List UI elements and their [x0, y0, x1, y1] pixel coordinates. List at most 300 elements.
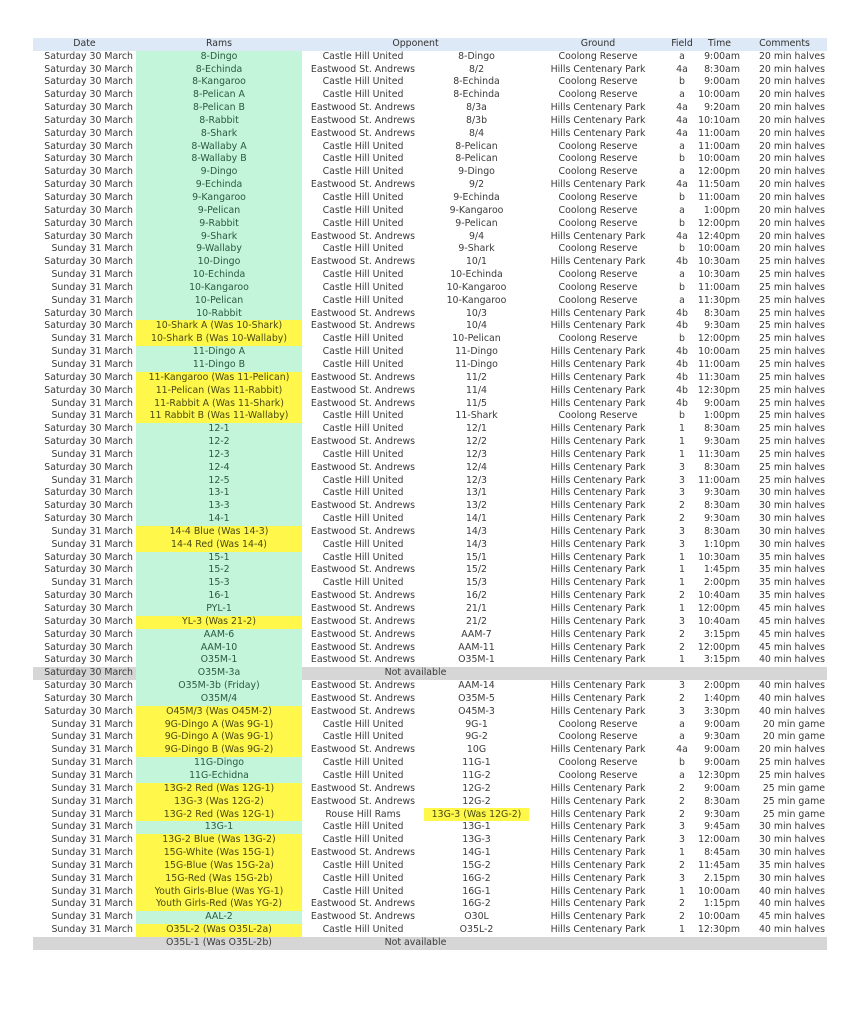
row-opponent-team: 9-Pelican	[455, 217, 498, 229]
table-row	[33, 102, 827, 115]
row-rams-team: 11-Dingo A	[136, 346, 302, 359]
header-field: Field	[667, 38, 697, 51]
table-row	[33, 847, 827, 860]
row-comments: 30 min halves	[758, 821, 826, 833]
row-ground: Hills Centenary Park	[550, 692, 646, 704]
row-field: 4a	[676, 102, 688, 114]
row-comments: 20 min halves	[758, 192, 826, 203]
row-date: Saturday 30 March	[44, 628, 133, 640]
row-opponent-team: 15/1	[465, 551, 488, 563]
row-comments: 40 min halves	[758, 705, 826, 717]
row-field: a	[679, 140, 685, 152]
row-comments: 40 min halves	[758, 924, 826, 936]
row-opponent-club: Eastwood St. Andrews	[310, 114, 416, 126]
row-field: 3	[679, 615, 685, 627]
row-rams-team: 13G-2 Blue (Was 13G-2)	[136, 834, 302, 847]
row-opponent-team: 12/1	[465, 423, 488, 435]
row-date: Saturday 30 March	[44, 641, 133, 653]
row-field: 2	[679, 641, 685, 653]
row-time: 9:30am	[704, 513, 741, 525]
row-rams-team: 9-Echinda	[136, 179, 302, 192]
row-ground: Hills Centenary Park	[550, 102, 646, 114]
row-opponent-club: Eastwood St. Andrews	[310, 680, 416, 692]
row-comments: 25 min halves	[758, 269, 826, 281]
row-field: b	[679, 217, 685, 229]
row-ground: Hills Centenary Park	[550, 179, 646, 191]
row-ground: Coolong Reserve	[558, 281, 638, 293]
row-field: 1	[679, 551, 685, 563]
row-ground: Hills Centenary Park	[550, 590, 646, 602]
row-rams-team: 11 Rabbit B (Was 11-Wallaby)	[136, 410, 302, 423]
row-field: 3	[679, 705, 685, 717]
row-field: 1	[679, 448, 685, 460]
row-rams-team: 13G-3 (Was 12G-2)	[136, 796, 302, 809]
row-date: Saturday 30 March	[33, 667, 136, 680]
row-opponent-club: Castle Hill United	[322, 89, 404, 101]
row-field: 1	[679, 577, 685, 589]
row-opponent-club: Castle Hill United	[322, 217, 404, 229]
row-time: 8:30am	[704, 307, 741, 319]
row-rams-team: 10-Echinda	[136, 269, 302, 282]
table-row	[33, 346, 827, 359]
row-rams-team: Youth Girls-Red (Was YG-2)	[136, 898, 302, 911]
row-opponent-team: 9G-1	[465, 718, 488, 730]
row-time: 9:30am	[704, 320, 741, 332]
row-time: 11:45am	[698, 859, 741, 871]
row-time: 12:00pm	[697, 333, 741, 345]
row-date: Sunday 31 March	[51, 346, 133, 358]
row-opponent-team: 8/2	[468, 63, 485, 75]
row-field: b	[679, 153, 685, 165]
row-ground: Coolong Reserve	[558, 166, 638, 178]
row-time: 12:40pm	[697, 230, 741, 242]
table-row	[33, 783, 827, 796]
row-rams-team: 13G-2 Red (Was 12G-1)	[136, 808, 302, 821]
table-row	[33, 564, 827, 577]
table-row	[33, 462, 827, 475]
row-date: Saturday 30 March	[44, 384, 133, 396]
row-date	[33, 937, 136, 950]
row-time: 9:30am	[704, 731, 741, 743]
row-opponent-team: 12/2	[465, 436, 488, 448]
row-field: 1	[679, 564, 685, 576]
row-date: Saturday 30 March	[44, 320, 133, 332]
row-opponent-club: Castle Hill United	[322, 731, 404, 743]
row-date: Sunday 31 March	[51, 333, 133, 345]
row-rams-team: 8-Shark	[136, 128, 302, 141]
row-field: 4a	[676, 744, 688, 756]
row-ground: Hills Centenary Park	[550, 230, 646, 242]
row-date: Saturday 30 March	[44, 256, 133, 268]
row-date: Saturday 30 March	[44, 102, 133, 114]
row-date: Sunday 31 March	[51, 757, 133, 769]
row-ground: Hills Centenary Park	[550, 384, 646, 396]
header-opponent-label: Opponent	[392, 38, 439, 49]
row-opponent-club: Castle Hill United	[322, 487, 404, 499]
table-row	[33, 590, 827, 603]
row-field: 4a	[676, 179, 688, 191]
row-date: Sunday 31 March	[51, 885, 133, 897]
row-opponent-club: Castle Hill United	[322, 872, 404, 884]
row-time: 12:30pm	[697, 924, 741, 936]
row-ground: Hills Centenary Park	[550, 641, 646, 653]
row-field: b	[679, 410, 685, 422]
row-comments: 25 min halves	[758, 358, 826, 370]
row-opponent-club: Eastwood St. Andrews	[310, 898, 416, 910]
row-comments: 25 min game	[762, 808, 826, 820]
row-field: 2	[679, 513, 685, 525]
row-comments: 20 min halves	[758, 166, 826, 178]
row-rams-team: 11-Kangaroo (Was 11-Pelican)	[136, 372, 302, 385]
row-opponent-club: Castle Hill United	[322, 281, 404, 293]
table-row	[33, 320, 827, 333]
row-rams-team: 8-Pelican B	[136, 102, 302, 115]
row-field: b	[679, 76, 685, 88]
table-row	[33, 629, 827, 642]
row-opponent-club: Castle Hill United	[322, 551, 404, 563]
row-date: Sunday 31 March	[51, 769, 133, 781]
row-ground: Hills Centenary Park	[550, 63, 646, 75]
row-opponent-team: 10-Pelican	[452, 333, 501, 345]
row-date: Saturday 30 March	[44, 76, 133, 88]
row-date: Saturday 30 March	[44, 371, 133, 383]
row-opponent-club: Eastwood St. Andrews	[310, 397, 416, 409]
row-rams-team: 8-Wallaby A	[136, 141, 302, 154]
row-date: Sunday 31 March	[51, 294, 133, 306]
row-opponent-team: 16/2	[465, 590, 488, 602]
row-opponent-team: 9-Shark	[458, 243, 495, 255]
row-opponent-team: 12/4	[465, 461, 488, 473]
row-comments: 25 min halves	[758, 769, 826, 781]
row-opponent-club: Castle Hill United	[322, 577, 404, 589]
row-rams-team: 8-Wallaby B	[136, 153, 302, 166]
row-comments: 30 min halves	[758, 525, 826, 537]
row-comments: 20 min halves	[758, 114, 826, 126]
row-opponent-club: Eastwood St. Andrews	[310, 230, 416, 242]
row-field: 4b	[676, 371, 688, 383]
row-field: 1	[679, 423, 685, 435]
row-opponent-team: 8-Pelican	[455, 153, 498, 165]
row-time: 2:00pm	[703, 577, 741, 589]
row-ground: Coolong Reserve	[558, 153, 638, 165]
row-comments: 25 min halves	[758, 436, 826, 448]
row-date: Saturday 30 March	[44, 705, 133, 717]
table-row	[33, 179, 827, 192]
row-ground: Hills Centenary Park	[550, 487, 646, 499]
row-opponent-team: 12/3	[465, 474, 488, 486]
row-time: 10:30am	[698, 256, 741, 268]
row-opponent-team: O45M-3	[458, 705, 495, 717]
row-opponent-club: Eastwood St. Andrews	[310, 525, 416, 537]
row-time: 2:00pm	[703, 680, 741, 692]
row-comments: 20 min halves	[758, 140, 826, 152]
row-date: Saturday 30 March	[44, 654, 133, 666]
row-date: Saturday 30 March	[44, 500, 133, 512]
row-date: Saturday 30 March	[44, 461, 133, 473]
table-row	[33, 654, 827, 667]
row-date: Saturday 30 March	[44, 436, 133, 448]
fixture-rows	[33, 51, 827, 950]
row-opponent-club: Eastwood St. Andrews	[310, 371, 416, 383]
row-opponent-team: 21/2	[465, 615, 488, 627]
row-opponent-team: O35L-2	[459, 924, 494, 936]
row-ground: Hills Centenary Park	[550, 525, 646, 537]
row-rams-team: 8-Rabbit	[136, 115, 302, 128]
row-field: 1	[679, 654, 685, 666]
table-row	[33, 667, 827, 680]
row-rams-team: O35M-3a	[136, 667, 302, 680]
row-ground: Hills Centenary Park	[550, 924, 646, 936]
row-rams-team: 10-Dingo	[136, 256, 302, 269]
row-rams-team: 10-Rabbit	[136, 307, 302, 320]
row-date: Saturday 30 March	[44, 114, 133, 126]
row-date: Sunday 31 March	[51, 821, 133, 833]
row-rams-team: 15G-Red (Was 15G-2b)	[136, 873, 302, 886]
row-field: 3	[679, 474, 685, 486]
row-opponent-club: Castle Hill United	[322, 513, 404, 525]
row-comments: 40 min halves	[758, 680, 826, 692]
row-date: Sunday 31 March	[51, 872, 133, 884]
row-field: a	[679, 204, 685, 216]
row-field: a	[679, 50, 685, 62]
row-time: 1:40pm	[703, 692, 741, 704]
row-ground: Coolong Reserve	[558, 76, 638, 88]
row-rams-team: 11G-Echidna	[136, 770, 302, 783]
row-opponent-team: 14G-1	[462, 847, 491, 859]
table-row	[33, 706, 827, 719]
row-date: Saturday 30 March	[44, 307, 133, 319]
row-ground: Coolong Reserve	[558, 89, 638, 101]
row-comments: 30 min halves	[758, 847, 826, 859]
row-opponent-club: Eastwood St. Andrews	[310, 127, 416, 139]
row-opponent-club: Eastwood St. Andrews	[310, 63, 416, 75]
table-row	[33, 166, 827, 179]
row-time: 3:15pm	[703, 654, 741, 666]
row-opponent-club: Eastwood St. Andrews	[310, 782, 416, 794]
row-field: 1	[679, 924, 685, 936]
row-ground: Hills Centenary Park	[550, 513, 646, 525]
row-field: 2	[679, 692, 685, 704]
row-comments: 40 min halves	[758, 692, 826, 704]
row-rams-team: O35L-1 (Was O35L-2b)	[136, 937, 302, 950]
row-rams-team: 12-4	[136, 462, 302, 475]
row-ground: Hills Centenary Park	[550, 436, 646, 448]
row-comments: 45 min halves	[758, 628, 826, 640]
row-time: 12:00pm	[697, 166, 741, 178]
row-ground: Hills Centenary Park	[550, 615, 646, 627]
row-opponent-team: 8/3a	[466, 102, 487, 114]
row-rams-team: 9G-Dingo A (Was 9G-1)	[136, 731, 302, 744]
row-opponent-club: Rouse Hill Rams	[325, 808, 401, 820]
row-ground: Hills Centenary Park	[550, 538, 646, 550]
row-ground	[529, 937, 667, 950]
row-ground: Hills Centenary Park	[550, 423, 646, 435]
row-comments: 30 min halves	[758, 513, 826, 525]
row-ground: Hills Centenary Park	[550, 397, 646, 409]
row-opponent-club: Castle Hill United	[322, 333, 404, 345]
row-date: Saturday 30 March	[44, 127, 133, 139]
table-row	[33, 616, 827, 629]
row-time: 8:30am	[704, 423, 741, 435]
row-time: 1:15pm	[703, 898, 741, 910]
header-row	[33, 38, 827, 51]
row-field: a	[679, 718, 685, 730]
row-comments: 35 min halves	[758, 859, 826, 871]
row-time: 2.15pm	[704, 872, 741, 884]
row-ground: Hills Centenary Park	[550, 551, 646, 563]
row-ground: Coolong Reserve	[558, 333, 638, 345]
row-ground: Hills Centenary Park	[550, 564, 646, 576]
row-rams-team: 11-Rabbit A (Was 11-Shark)	[136, 397, 302, 410]
row-ground: Hills Centenary Park	[550, 628, 646, 640]
table-row	[33, 757, 827, 770]
row-date: Saturday 30 March	[44, 89, 133, 101]
row-opponent-club: Castle Hill United	[322, 718, 404, 730]
row-opponent-team: 9/2	[468, 179, 485, 191]
row-opponent-team: 10-Kangaroo	[446, 281, 507, 293]
row-time: 12:00am	[698, 834, 741, 846]
table-row	[33, 937, 827, 950]
row-opponent-club: Not available	[302, 937, 529, 950]
row-opponent-club: Castle Hill United	[322, 821, 404, 833]
row-opponent-team: 15/3	[465, 577, 488, 589]
row-ground: Hills Centenary Park	[550, 680, 646, 692]
row-date: Saturday 30 March	[44, 217, 133, 229]
row-opponent-club: Castle Hill United	[322, 834, 404, 846]
row-opponent-club: Castle Hill United	[322, 859, 404, 871]
row-opponent-club: Castle Hill United	[322, 294, 404, 306]
row-time: 8:30am	[704, 461, 741, 473]
row-date: Sunday 31 March	[51, 924, 133, 936]
row-date: Sunday 31 March	[51, 795, 133, 807]
row-opponent-club: Castle Hill United	[322, 140, 404, 152]
row-time: 3:15pm	[703, 628, 741, 640]
row-comments: 25 min halves	[758, 256, 826, 268]
row-opponent-team: 9-Dingo	[458, 166, 495, 178]
row-rams-team: O35M-3b (Friday)	[136, 680, 302, 693]
row-opponent-club: Eastwood St. Andrews	[310, 847, 416, 859]
row-rams-team: O35M/4	[136, 693, 302, 706]
row-date: Sunday 31 March	[51, 538, 133, 550]
row-opponent-team: 11/4	[465, 384, 488, 396]
row-rams-team: 8-Dingo	[136, 51, 302, 64]
row-field: 4a	[676, 63, 688, 75]
table-row	[33, 115, 827, 128]
row-field: 2	[679, 898, 685, 910]
row-opponent-club: Eastwood St. Andrews	[310, 384, 416, 396]
row-rams-team: 11-Pelican (Was 11-Rabbit)	[136, 385, 302, 398]
row-comments: 35 min halves	[758, 577, 826, 589]
table-row	[33, 693, 827, 706]
fixture-table	[33, 38, 827, 950]
row-comments: 25 min halves	[758, 384, 826, 396]
row-date: Sunday 31 March	[51, 744, 133, 756]
row-time: 10:30am	[698, 551, 741, 563]
row-ground	[529, 667, 667, 680]
row-ground: Coolong Reserve	[558, 731, 638, 743]
row-rams-team: O35L-2 (Was O35L-2a)	[136, 924, 302, 937]
row-field: 2	[679, 795, 685, 807]
row-rams-team: 12-1	[136, 423, 302, 436]
row-opponent-club: Castle Hill United	[322, 243, 404, 255]
row-opponent-club: Eastwood St. Andrews	[310, 795, 416, 807]
row-comments: 45 min halves	[758, 641, 826, 653]
row-field: 2	[679, 782, 685, 794]
row-opponent-team: 13/2	[465, 500, 488, 512]
row-date: Sunday 31 March	[51, 448, 133, 460]
row-opponent-team: 11-Dingo	[455, 358, 498, 370]
row-time: 1:00pm	[703, 204, 741, 216]
row-time: 9:00am	[704, 757, 741, 769]
row-field: a	[679, 731, 685, 743]
row-comments: 25 min halves	[758, 474, 826, 486]
row-rams-team: AAM-10	[136, 641, 302, 654]
row-opponent-team: 13G-3	[462, 834, 491, 846]
table-row	[33, 860, 827, 873]
row-time	[697, 937, 742, 950]
row-opponent-team: AAM-14	[458, 680, 495, 692]
row-time: 10:00am	[698, 153, 741, 165]
row-ground: Hills Centenary Park	[550, 500, 646, 512]
row-rams-team: 12-5	[136, 474, 302, 487]
row-rams-team: 10-Shark A (Was 10-Shark)	[136, 320, 302, 333]
row-comments: 20 min game	[762, 718, 826, 730]
row-comments	[742, 937, 827, 950]
row-field: a	[679, 769, 685, 781]
row-opponent-club: Eastwood St. Andrews	[310, 615, 416, 627]
row-rams-team: 13-1	[136, 487, 302, 500]
row-time: 8:45am	[704, 847, 741, 859]
row-comments: 20 min halves	[758, 63, 826, 75]
row-ground: Hills Centenary Park	[550, 872, 646, 884]
row-time: 12:00pm	[697, 217, 741, 229]
row-time: 3:30pm	[703, 705, 741, 717]
row-ground: Coolong Reserve	[558, 217, 638, 229]
row-comments: 20 min halves	[758, 204, 826, 216]
row-field: 4b	[676, 307, 688, 319]
row-opponent-club: Eastwood St. Andrews	[310, 628, 416, 640]
row-date: Saturday 30 March	[44, 551, 133, 563]
row-opponent-team: O30L	[464, 911, 489, 923]
table-row	[33, 744, 827, 757]
row-field: 4a	[676, 114, 688, 126]
row-date: Saturday 30 March	[44, 564, 133, 576]
row-ground: Hills Centenary Park	[550, 114, 646, 126]
row-opponent-club: Eastwood St. Andrews	[310, 436, 416, 448]
row-date: Saturday 30 March	[44, 615, 133, 627]
row-field: a	[679, 269, 685, 281]
row-ground: Coolong Reserve	[558, 718, 638, 730]
row-opponent-team: 11-Dingo	[455, 346, 498, 358]
row-date: Saturday 30 March	[44, 50, 133, 62]
row-field: 1	[679, 436, 685, 448]
row-opponent-team: 14/1	[465, 513, 488, 525]
row-rams-team: 9-Wallaby	[136, 243, 302, 256]
row-date: Saturday 30 March	[44, 179, 133, 191]
row-field	[667, 667, 697, 680]
row-rams-team: 14-4 Red (Was 14-4)	[136, 539, 302, 552]
row-comments	[742, 667, 827, 680]
row-opponent-club: Eastwood St. Andrews	[310, 564, 416, 576]
table-row	[33, 256, 827, 269]
row-field: 3	[679, 834, 685, 846]
row-opponent-club: Castle Hill United	[322, 423, 404, 435]
row-opponent-team: 10/3	[465, 307, 488, 319]
row-opponent-team: 11/2	[465, 371, 488, 383]
row-time: 8:30am	[704, 500, 741, 512]
row-opponent-team: 10G	[466, 744, 487, 756]
row-date: Sunday 31 March	[51, 898, 133, 910]
